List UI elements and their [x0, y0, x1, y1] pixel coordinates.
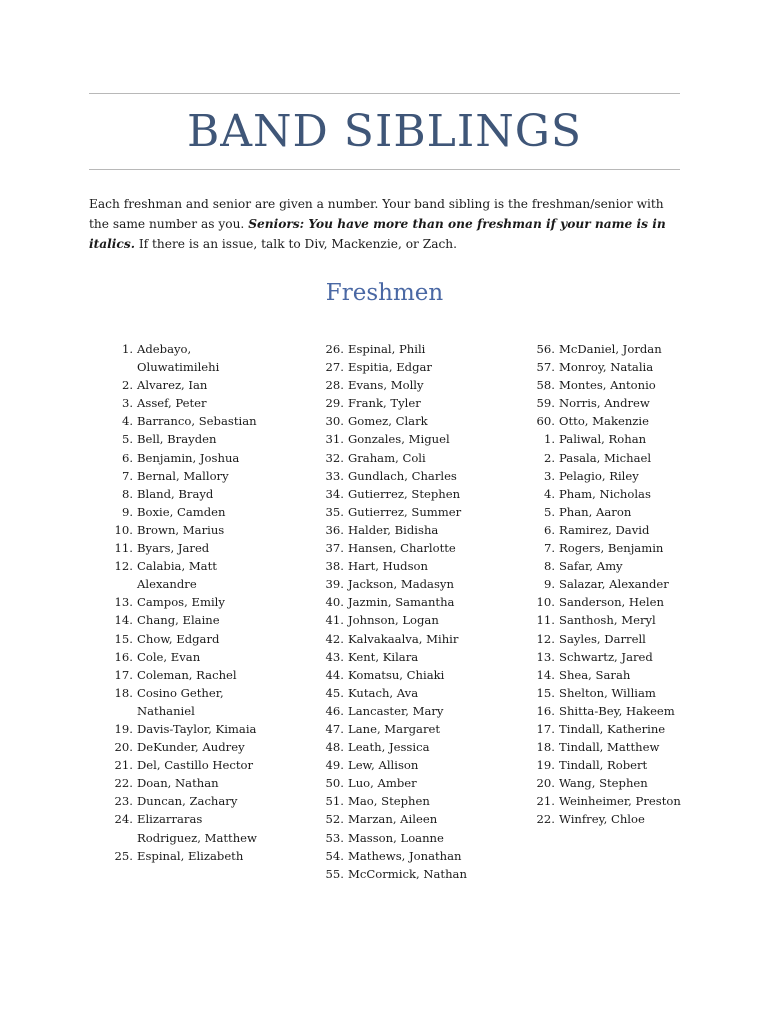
- list-item-name: Del, Castillo Hector: [137, 758, 254, 773]
- list-item-name: Pasala, Michael: [559, 450, 652, 465]
- list-item-number: 21.: [114, 758, 133, 773]
- list-item: [531, 684, 731, 702]
- list-item-number: 22.: [536, 812, 555, 827]
- list-item: [320, 611, 520, 629]
- list-item-number: 30.: [325, 414, 344, 429]
- list-item: [109, 521, 299, 539]
- list-item-name: Norris, Andrew: [559, 396, 650, 411]
- list-item-number: 43.: [325, 649, 344, 664]
- list-item-number: 28.: [325, 378, 344, 393]
- list-item-name: Salazar, Alexander: [559, 577, 669, 592]
- list-item-name: Brown, Marius: [137, 522, 225, 537]
- list-item-number: 10.: [114, 522, 133, 537]
- list-item-name: Coleman, Rachel: [137, 667, 237, 682]
- list-item-name: Lew, Allison: [348, 758, 419, 773]
- list-item: [109, 684, 299, 720]
- list-item-number: 11.: [114, 541, 133, 556]
- list-item-name: Weinheimer, Preston: [559, 794, 681, 809]
- list-item: [320, 412, 520, 430]
- list-item: [320, 539, 520, 557]
- list-item-number: 5.: [543, 504, 555, 519]
- list-item-number: 9.: [121, 504, 133, 519]
- list-item: [109, 557, 299, 593]
- list-item-number: 3.: [543, 468, 555, 483]
- list-item-name: Byars, Jared: [137, 541, 210, 556]
- list-item-number: 3.: [121, 396, 133, 411]
- list-item: [109, 756, 299, 774]
- list-item: [320, 340, 520, 358]
- list-item: [320, 593, 520, 611]
- list-item-name: Cosino Gether, Nathaniel: [137, 685, 224, 718]
- list-item-name: Otto, Makenzie: [559, 414, 649, 429]
- list-item: [109, 503, 299, 521]
- list-item-name: Gutierrez, Stephen: [348, 486, 461, 501]
- list-item-number: 18.: [114, 685, 133, 700]
- list-item-number: 11.: [536, 613, 555, 628]
- list-item: [531, 521, 731, 539]
- list-item-name: Kutach, Ava: [348, 685, 419, 700]
- list-item: [320, 358, 520, 376]
- list-item: [320, 485, 520, 503]
- list-item: [320, 738, 520, 756]
- list-item-number: 45.: [325, 685, 344, 700]
- list-item-number: 60.: [536, 414, 555, 429]
- list-item: [531, 792, 731, 810]
- list-item: [320, 720, 520, 738]
- list-item-number: 41.: [325, 613, 344, 628]
- list-item-number: 8.: [543, 559, 555, 574]
- list-item-number: 57.: [536, 360, 555, 375]
- list-item: [109, 412, 299, 430]
- intro-text-2: If there is an issue, talk to Div, Mackenzie, or Zach.: [134, 237, 458, 251]
- list-item: [109, 810, 299, 846]
- list-item: [320, 774, 520, 792]
- list-item-number: 42.: [325, 631, 344, 646]
- list-item-number: 21.: [536, 794, 555, 809]
- list-item-name: Johnson, Logan: [348, 613, 439, 628]
- list-item-number: 12.: [536, 631, 555, 646]
- list-item-number: 16.: [114, 649, 133, 664]
- list-item-name: McCormick, Nathan: [348, 866, 467, 881]
- list-item-name: Sayles, Darrell: [559, 631, 646, 646]
- list-item-name: Alvarez, Ian: [137, 378, 208, 393]
- list-item: [109, 430, 299, 448]
- list-item: [109, 847, 299, 865]
- list-item-name: Adebayo, Oluwatimilehi: [137, 342, 220, 375]
- list-item: [531, 376, 731, 394]
- list-item-number: 19.: [114, 721, 133, 736]
- list-item-name: Rogers, Benjamin: [559, 541, 664, 556]
- list-item: [109, 792, 299, 810]
- list-item-number: 47.: [325, 721, 344, 736]
- list-item-number: 1.: [543, 432, 555, 447]
- list-item-number: 49.: [325, 758, 344, 773]
- list-item-number: 2.: [543, 450, 555, 465]
- list-item: [531, 756, 731, 774]
- list-item: [320, 557, 520, 575]
- list-item-number: 17.: [114, 667, 133, 682]
- list-item-number: 19.: [536, 758, 555, 773]
- list-item-name: Gomez, Clark: [348, 414, 428, 429]
- list-item-number: 14.: [114, 613, 133, 628]
- list-item: [531, 358, 731, 376]
- list-item-number: 55.: [325, 866, 344, 881]
- list-item: [320, 376, 520, 394]
- list-item-number: 48.: [325, 740, 344, 755]
- list-item-name: Pham, Nicholas: [559, 486, 651, 501]
- list-item: [531, 810, 731, 828]
- list-item: [109, 738, 299, 756]
- list-item-name: Campos, Emily: [137, 595, 225, 610]
- list-item-number: 50.: [325, 776, 344, 791]
- list-item-number: 6.: [543, 522, 555, 537]
- list-item-name: Frank, Tyler: [348, 396, 421, 411]
- list-item-name: Marzan, Aileen: [348, 812, 438, 827]
- list-item-number: 9.: [543, 577, 555, 592]
- section-heading: Freshmen: [325, 280, 444, 306]
- list-item-name: Duncan, Zachary: [137, 794, 238, 809]
- list-item: [320, 648, 520, 666]
- list-item: [109, 666, 299, 684]
- list-item-number: 40.: [325, 595, 344, 610]
- list-item: [531, 666, 731, 684]
- list-item-name: Chang, Elaine: [137, 613, 220, 628]
- list-item: [531, 340, 731, 358]
- intro-paragraph: [89, 194, 679, 254]
- names-column-1: [109, 340, 299, 865]
- top-divider: [89, 93, 680, 94]
- list-item-number: 44.: [325, 667, 344, 682]
- names-column-3: [531, 340, 731, 829]
- list-item: [109, 774, 299, 792]
- list-item: [109, 593, 299, 611]
- list-item: [320, 684, 520, 702]
- list-item: [320, 575, 520, 593]
- list-item-number: 4.: [543, 486, 555, 501]
- list-item-name: McDaniel, Jordan: [559, 342, 662, 356]
- list-item: [531, 412, 731, 430]
- list-item: [320, 810, 520, 828]
- list-item-number: 53.: [325, 830, 344, 845]
- list-item-name: Hansen, Charlotte: [348, 541, 456, 556]
- list-item-name: Gundlach, Charles: [348, 468, 457, 483]
- list-item-number: 34.: [325, 486, 344, 501]
- list-item-name: DeKunder, Audrey: [137, 740, 245, 755]
- list-item: [320, 829, 520, 847]
- list-item-number: 16.: [536, 703, 555, 718]
- list-item-name: Espitia, Edgar: [348, 360, 432, 375]
- list-item: [109, 340, 299, 376]
- list-item-name: Safar, Amy: [559, 559, 623, 574]
- list-item: [109, 630, 299, 648]
- list-item: [531, 557, 731, 575]
- list-item: [109, 467, 299, 485]
- list-item-number: 6.: [121, 450, 133, 465]
- list-item-number: 23.: [114, 794, 133, 809]
- list-item-name: Leath, Jessica: [348, 740, 430, 755]
- list-item-number: 22.: [114, 776, 133, 791]
- list-item: [320, 666, 520, 684]
- list-item-name: Cole, Evan: [137, 649, 201, 664]
- list-item: [109, 376, 299, 394]
- list-item-name: Espinal, Phili: [348, 342, 426, 356]
- list-item-number: 8.: [121, 486, 133, 501]
- list-item: [320, 430, 520, 448]
- list-item-name: Wang, Stephen: [559, 776, 648, 791]
- list-item-name: Calabia, Matt Alexandre: [137, 559, 217, 592]
- list-item-number: 33.: [325, 468, 344, 483]
- list-item-name: Bell, Brayden: [137, 432, 217, 447]
- list-item-number: 26.: [325, 342, 344, 356]
- list-item-number: 39.: [325, 577, 344, 592]
- list-item-name: Tindall, Matthew: [559, 740, 660, 755]
- list-item: [531, 720, 731, 738]
- list-item: [320, 521, 520, 539]
- list-item-number: 51.: [325, 794, 344, 809]
- list-item-name: Jackson, Madasyn: [348, 577, 454, 592]
- list-item-name: Bernal, Mallory: [137, 468, 229, 483]
- list-item-name: Espinal, Elizabeth: [137, 848, 244, 863]
- list-item-number: 15.: [536, 685, 555, 700]
- list-item-number: 29.: [325, 396, 344, 411]
- list-item: [531, 467, 731, 485]
- list-item-name: Luo, Amber: [348, 776, 417, 791]
- list-item-number: 20.: [536, 776, 555, 791]
- list-item-number: 7.: [543, 541, 555, 556]
- list-item: [531, 611, 731, 629]
- list-item-name: Chow, Edgard: [137, 631, 220, 646]
- list-item: [320, 394, 520, 412]
- list-item: [531, 774, 731, 792]
- list-item: [531, 630, 731, 648]
- list-item-name: Kalvakaalva, Mihir: [348, 631, 459, 646]
- list-item-name: Lane, Margaret: [348, 721, 441, 736]
- list-item: [320, 449, 520, 467]
- intro-bold-note: Seniors: You have more than one freshman if your name is in italics.: [89, 217, 666, 251]
- list-item-name: Schwartz, Jared: [559, 649, 653, 664]
- list-item-number: 56.: [536, 342, 555, 356]
- list-item-number: 25.: [114, 848, 133, 863]
- list-item: [531, 503, 731, 521]
- list-item-name: Halder, Bidisha: [348, 522, 439, 537]
- list-item-number: 20.: [114, 740, 133, 755]
- list-item-name: Bland, Brayd: [137, 486, 214, 501]
- list-item-number: 32.: [325, 450, 344, 465]
- list-item: [320, 467, 520, 485]
- list-item: [320, 702, 520, 720]
- list-item-name: Shelton, William: [559, 685, 656, 700]
- list-item-name: Gutierrez, Summer: [348, 504, 462, 519]
- list-item-name: Pelagio, Riley: [559, 468, 639, 483]
- list-item-number: 58.: [536, 378, 555, 393]
- list-item-number: 54.: [325, 848, 344, 863]
- list-item: [109, 485, 299, 503]
- list-item-number: 59.: [536, 396, 555, 411]
- list-item-name: Assef, Peter: [137, 396, 207, 411]
- names-column-2: [320, 340, 520, 883]
- list-item-name: Montes, Antonio: [559, 378, 656, 393]
- list-item-name: Masson, Loanne: [348, 830, 444, 845]
- list-item-name: Graham, Coli: [348, 450, 426, 465]
- list-item: [320, 756, 520, 774]
- list-item: [531, 575, 731, 593]
- list-item-number: 14.: [536, 667, 555, 682]
- list-item-name: Phan, Aaron: [559, 504, 632, 519]
- list-item: [109, 611, 299, 629]
- list-item-number: 2.: [121, 378, 133, 393]
- list-item-name: Davis-Taylor, Kimaia: [137, 721, 257, 736]
- list-item-number: 18.: [536, 740, 555, 755]
- list-item: [320, 630, 520, 648]
- list-item-number: 17.: [536, 721, 555, 736]
- list-item-name: Tindall, Robert: [559, 758, 648, 773]
- list-item-number: 36.: [325, 522, 344, 537]
- list-item-name: Winfrey, Chloe: [559, 812, 645, 827]
- list-item: [531, 648, 731, 666]
- list-item-name: Sanderson, Helen: [559, 595, 664, 610]
- list-item-number: 27.: [325, 360, 344, 375]
- list-item-name: Benjamin, Joshua: [137, 450, 240, 465]
- list-item-name: Elizarraras Rodriguez, Matthew: [137, 812, 257, 845]
- list-item-name: Gonzales, Miguel: [348, 432, 450, 447]
- list-item: [531, 702, 731, 720]
- list-item-name: Mathews, Jonathan: [348, 848, 462, 863]
- list-item: [320, 503, 520, 521]
- list-item: [531, 449, 731, 467]
- list-item: [531, 539, 731, 557]
- list-item-name: Shea, Sarah: [559, 667, 631, 682]
- list-item-name: Evans, Molly: [348, 378, 424, 393]
- list-item-number: 35.: [325, 504, 344, 519]
- list-item-name: Kent, Kilara: [348, 649, 419, 664]
- list-item: [320, 847, 520, 865]
- list-item-number: 7.: [121, 468, 133, 483]
- list-item: [320, 865, 520, 883]
- list-item-name: Paliwal, Rohan: [559, 432, 647, 447]
- list-item-number: 24.: [114, 812, 133, 827]
- list-item-number: 38.: [325, 559, 344, 574]
- list-item: [531, 593, 731, 611]
- list-item: [109, 648, 299, 666]
- list-item-number: 12.: [114, 559, 133, 574]
- list-item: [531, 485, 731, 503]
- list-item: [320, 792, 520, 810]
- list-item: [109, 394, 299, 412]
- list-item-number: 10.: [536, 595, 555, 610]
- list-item-name: Lancaster, Mary: [348, 703, 444, 718]
- list-item-number: 15.: [114, 631, 133, 646]
- list-item-name: Doan, Nathan: [137, 776, 219, 791]
- list-item-name: Mao, Stephen: [348, 794, 430, 809]
- list-item: [109, 449, 299, 467]
- list-item-number: 4.: [121, 414, 133, 429]
- intro-text-1: Each freshman and senior are given a number. Your band sibling is the freshman/senior with the same number as you.: [89, 197, 664, 231]
- list-item-number: 37.: [325, 541, 344, 556]
- list-item-number: 31.: [325, 432, 344, 447]
- title-divider: [89, 169, 680, 170]
- list-item-number: 46.: [325, 703, 344, 718]
- list-item: [531, 430, 731, 448]
- list-item-name: Hart, Hudson: [348, 559, 428, 574]
- list-item-number: 5.: [121, 432, 133, 447]
- list-item: [109, 720, 299, 738]
- page-title: BAND SIBLINGS: [186, 106, 583, 157]
- list-item-name: Komatsu, Chiaki: [348, 667, 445, 682]
- list-item-number: 13.: [536, 649, 555, 664]
- list-item-name: Tindall, Katherine: [559, 721, 666, 736]
- list-item-number: 13.: [114, 595, 133, 610]
- list-item-name: Monroy, Natalia: [559, 360, 654, 375]
- list-item-number: 1.: [121, 342, 133, 356]
- list-item-name: Shitta-Bey, Hakeem: [559, 703, 675, 718]
- list-item-name: Boxie, Camden: [137, 504, 226, 519]
- list-item-number: 52.: [325, 812, 344, 827]
- list-item-name: Jazmin, Samantha: [348, 595, 455, 610]
- list-item: [531, 738, 731, 756]
- list-item: [109, 539, 299, 557]
- list-item-name: Santhosh, Meryl: [559, 613, 656, 628]
- list-item-name: Ramirez, David: [559, 522, 650, 537]
- list-item: [531, 394, 731, 412]
- list-item-name: Barranco, Sebastian: [137, 414, 257, 429]
